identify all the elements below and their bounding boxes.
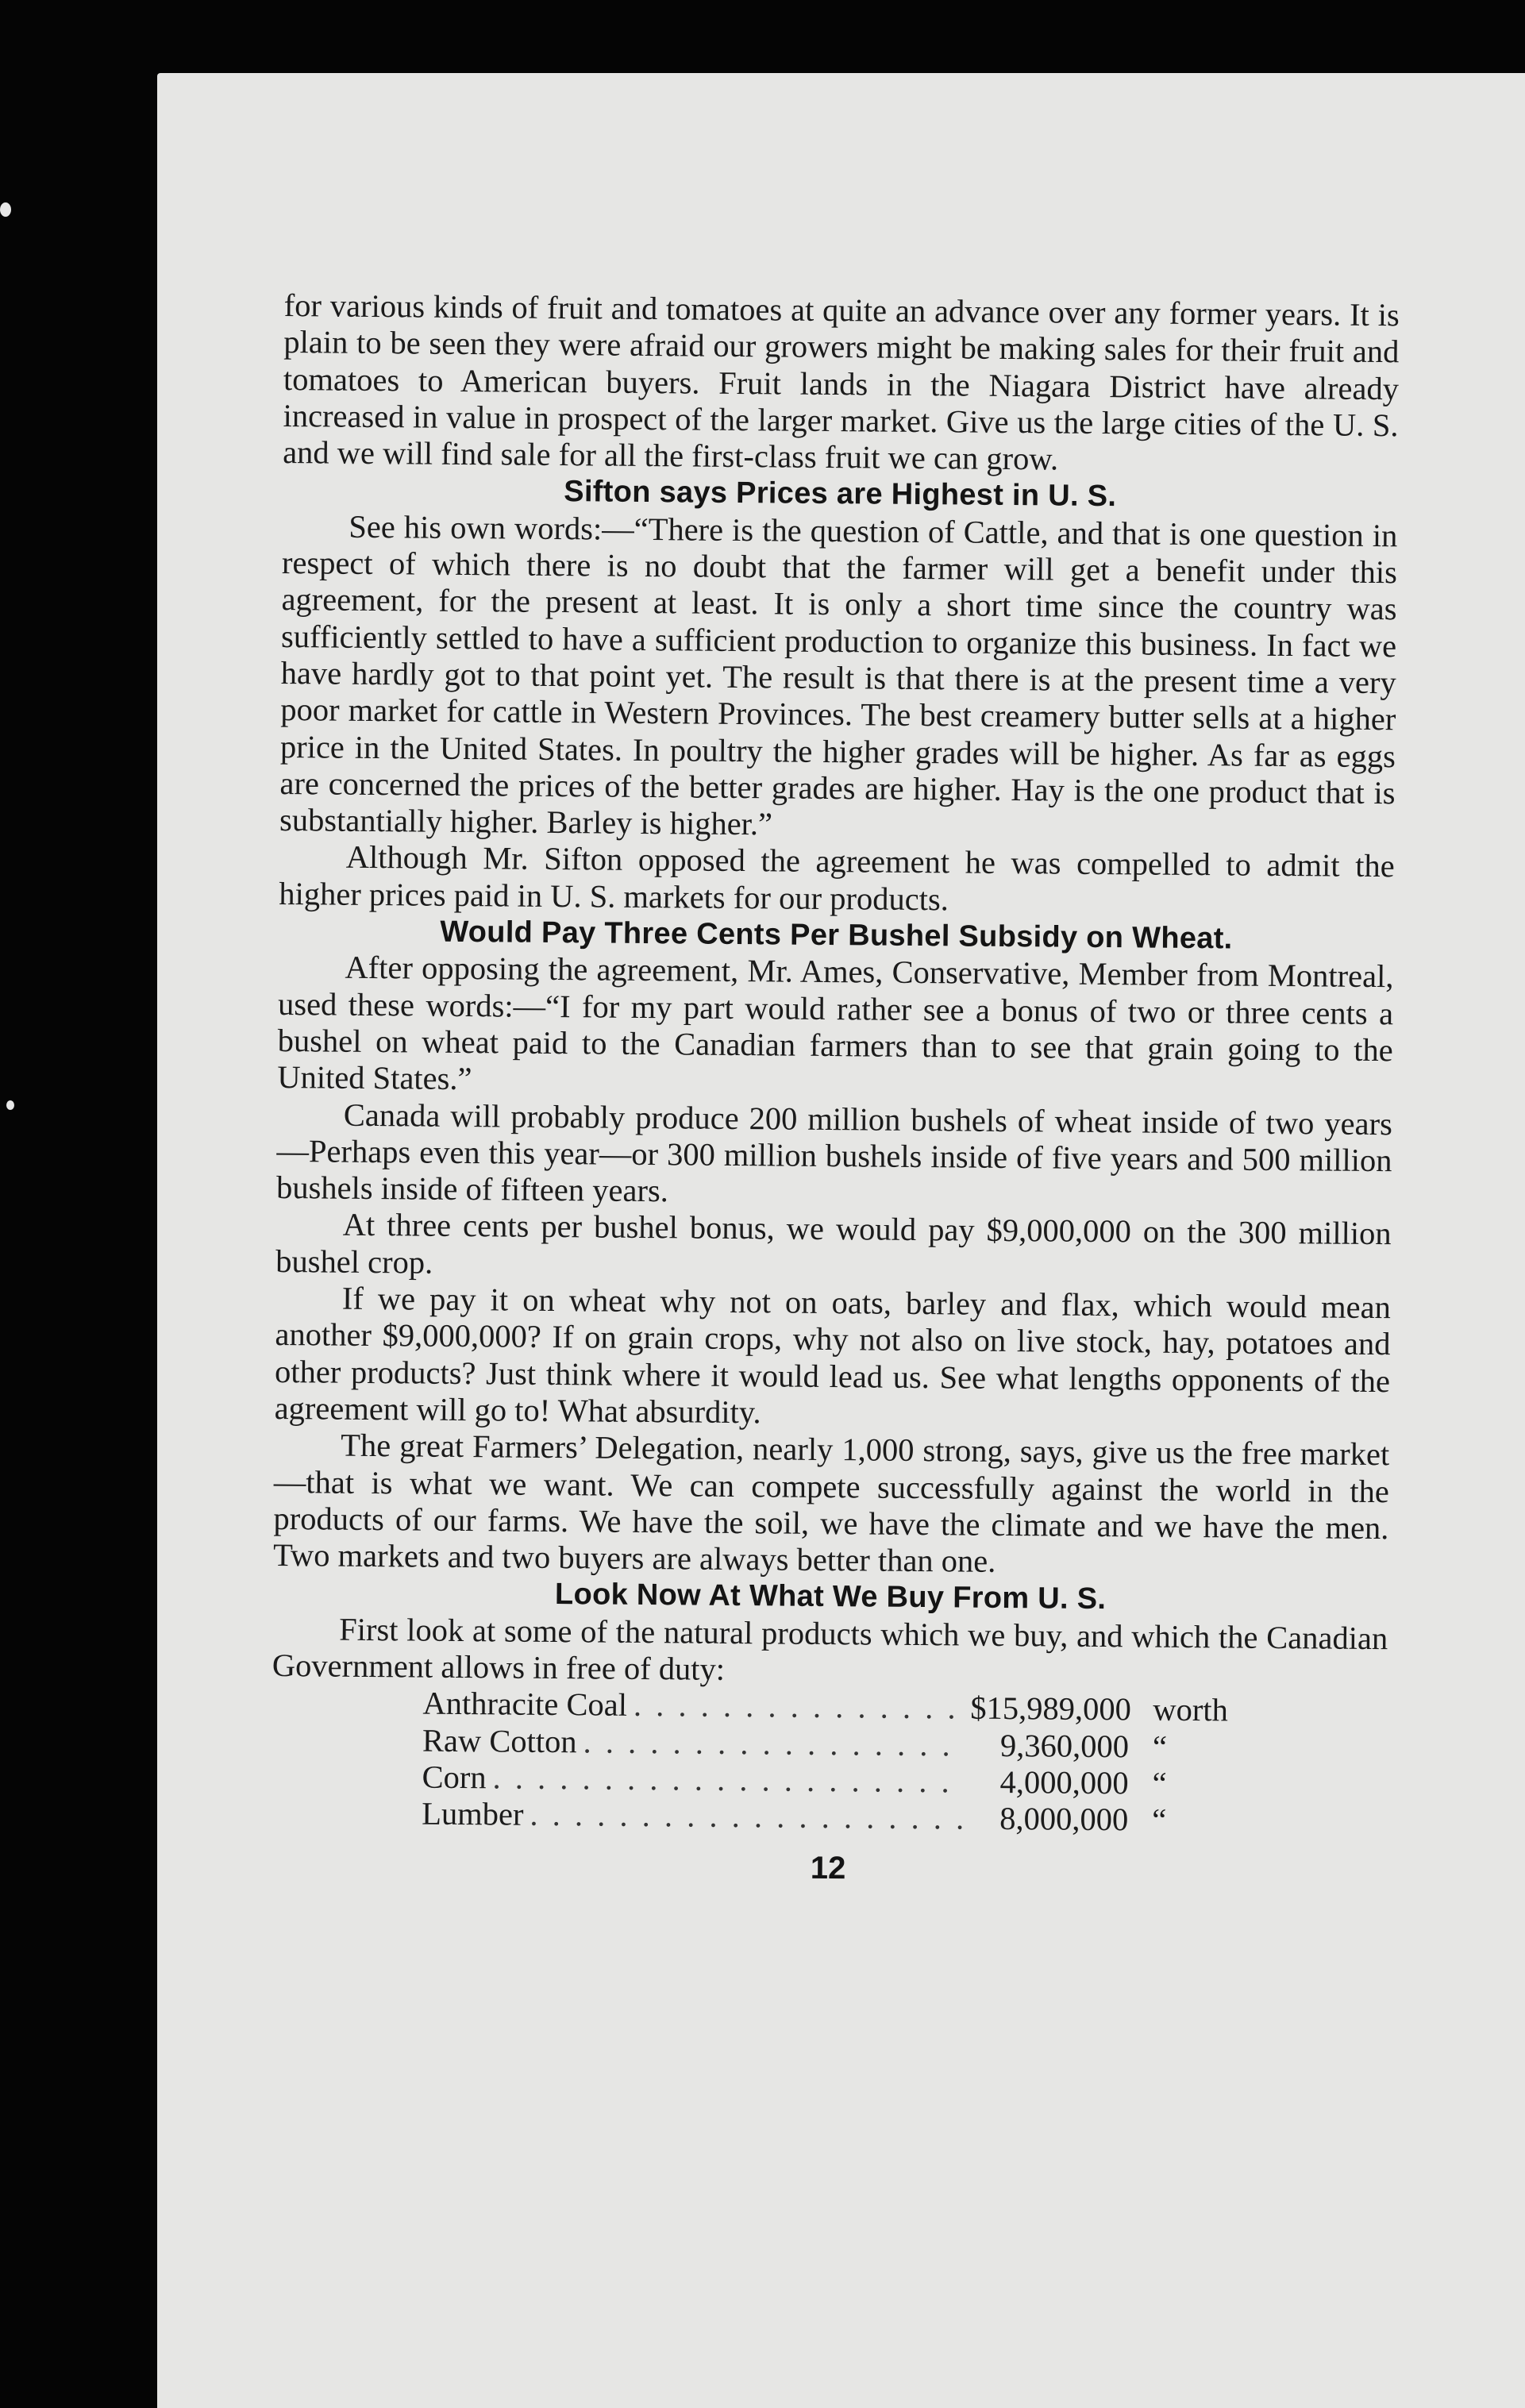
paragraph-fruit-continuation: for various kinds of fruit and tomatoes at quite an advance over any former years. It is plain to be seen they were afraid our growers might be making sales for their fruit and tomatoes to American buyers. Fruit lands in the Niagara District have already increased in value in prospect of the larger market. Give us the large cities of the U. S. and we will find sale for all the first-class fruit we can grow. [282, 287, 1400, 477]
paragraph-natural-products: First look at some of the natural products which we buy, and which the Canadian Government allows in free of duty: [271, 1611, 1388, 1687]
dot-leader [583, 1724, 964, 1763]
heading-wheat-subsidy: Would Pay Three Cents Per Bushel Subsidy on Wheat. [440, 915, 1233, 956]
import-value: 9,360,000 [999, 1727, 1130, 1764]
import-item: Raw Cotton [422, 1722, 577, 1759]
import-value: 8,000,000 [999, 1801, 1129, 1838]
page-number: 12 [810, 1851, 846, 1886]
import-unit: “ [1152, 1765, 1167, 1801]
import-row [422, 1796, 1287, 1840]
paragraph-absurdity: If we pay it on wheat why not on oats, barley and flax, which would mean another $9,000,000? If on grain crops, why not also on live stock, hay, potatoes and other products? Just think where it would lead us. See what lengths opponents of the agreement will go to! What absurdity. [274, 1280, 1392, 1431]
paragraph-delegation: The great Farmers’ Delegation, nearly 1,000 strong, says, give us the free market—that is what we want. We can compete successfully against the world in the products of our farms. We have the soil, we have the climate and we have the men. Two markets and two buyers are always better than one. [272, 1427, 1390, 1579]
import-item: Anthracite Coal [422, 1685, 628, 1724]
paragraph-sifton-quote: See his own words:—“There is the question of Cattle, and that is one question in respect of which there is no doubt that the farmer will get a benefit under this agreement, for the present at least. It is only a short time since the country was sufficiently settled to have a sufficient production to organize this business. In fact we have hardly got to that point yet. The result is that there is at the present time a very poor market for cattle in Western Provinces. The best creamery butter sells at a higher price in the United States. In poultry the higher grades will be higher. As far as eggs are concerned the prices of the better grades are higher. Hay is the one product that is substantially higher. Barley is higher.” [279, 508, 1398, 842]
paragraph-ames-quote: After opposing the agreement, Mr. Ames, Conservative, Member from Montreal, used these words:—“I for my part would rather see a bonus of two or three cents a bushel on wheat paid to the Canadian farmers than to see that grain going to the United States.” [277, 950, 1394, 1097]
import-unit: worth [1153, 1691, 1229, 1728]
paragraph-bonus-cost: At three cents per bushel bonus, we would pay $9,000,000 on the 300 million bushel crop. [275, 1207, 1392, 1281]
import-value: 4,000,000 [999, 1763, 1129, 1801]
dot-leader [530, 1797, 963, 1837]
dot-leader [633, 1687, 965, 1727]
import-value: $15,989,000 [970, 1689, 1132, 1728]
paragraph-canada-produce: Canada will probably produce 200 million bushels of wheat inside of two years—Perhaps even this year—or 300 million bushels inside of five years and 500 million bushels inside of fifteen years. [275, 1096, 1393, 1209]
imports-table [422, 1686, 1288, 1840]
heading-buy-from-us: Look Now At What We Buy From U. S. [554, 1578, 1107, 1616]
heading-sifton: Sifton says Prices are Highest in U. S. [564, 475, 1117, 514]
import-unit: “ [1152, 1801, 1167, 1838]
import-item: Lumber [422, 1795, 524, 1832]
import-unit: “ [1152, 1728, 1168, 1765]
dot-leader [492, 1759, 963, 1800]
paragraph-sifton-compelled: Although Mr. Sifton opposed the agreement he was compelled to admit the higher prices paid in U. S. markets for our products. [279, 839, 1395, 918]
import-item: Corn [422, 1759, 487, 1796]
film-speck [6, 1100, 14, 1110]
page-content [270, 287, 1399, 1892]
film-speck [0, 202, 11, 217]
